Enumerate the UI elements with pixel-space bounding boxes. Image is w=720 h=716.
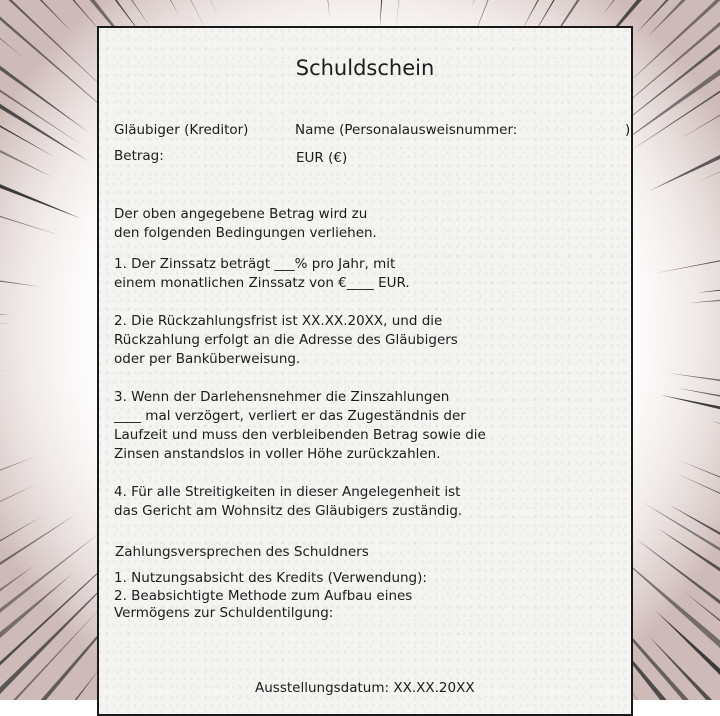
issue-date: Ausstellungsdatum: XX.XX.20XX	[255, 680, 475, 696]
intro-paragraph: Der oben angegebene Betrag wird zu den folgenden Bedingungen verliehen.	[114, 206, 377, 241]
name-id-label: Name (Personalausweisnummer:	[295, 122, 518, 138]
promise-item-2: 2. Beabsichtigte Methode zum Aufbau eines Vermögens zur Schuldentilgung:	[114, 588, 413, 621]
creditor-label: Gläubiger (Kreditor)	[114, 122, 249, 138]
currency-label: EUR (€)	[296, 150, 348, 166]
promise-item-1: 1. Nutzungsabsicht des Kredits (Verwendung):	[114, 570, 427, 586]
clause-2: 2. Die Rückzahlungsfrist ist XX.XX.20XX, und die Rückzahlung erfolgt an die Adresse des Gläubigers oder per Banküberweisung.	[114, 313, 458, 367]
document-title: Schuldschein	[295, 56, 435, 80]
amount-label: Betrag:	[114, 148, 164, 164]
name-id-close-paren: )	[625, 122, 631, 138]
promissory-note-paper	[97, 26, 633, 716]
clause-4: 4. Für alle Streitigkeiten in dieser Angelegenheit ist das Gericht am Wohnsitz des Gläubigers zuständig.	[114, 484, 463, 519]
clause-1: 1. Der Zinssatz beträgt ___% pro Jahr, mit einem monatlichen Zinssatz von €____ EUR.	[114, 256, 410, 291]
promise-heading: Zahlungsversprechen des Schuldners	[115, 544, 369, 560]
clause-3: 3. Wenn der Darlehensnehmer die Zinszahlungen ____ mal verzögert, verliert er das Zugeständnis der Laufzeit und muss den verbleibenden Betrag sowie die Zinsen anstandslos in voller Höhe zurückzahlen.	[114, 389, 486, 462]
